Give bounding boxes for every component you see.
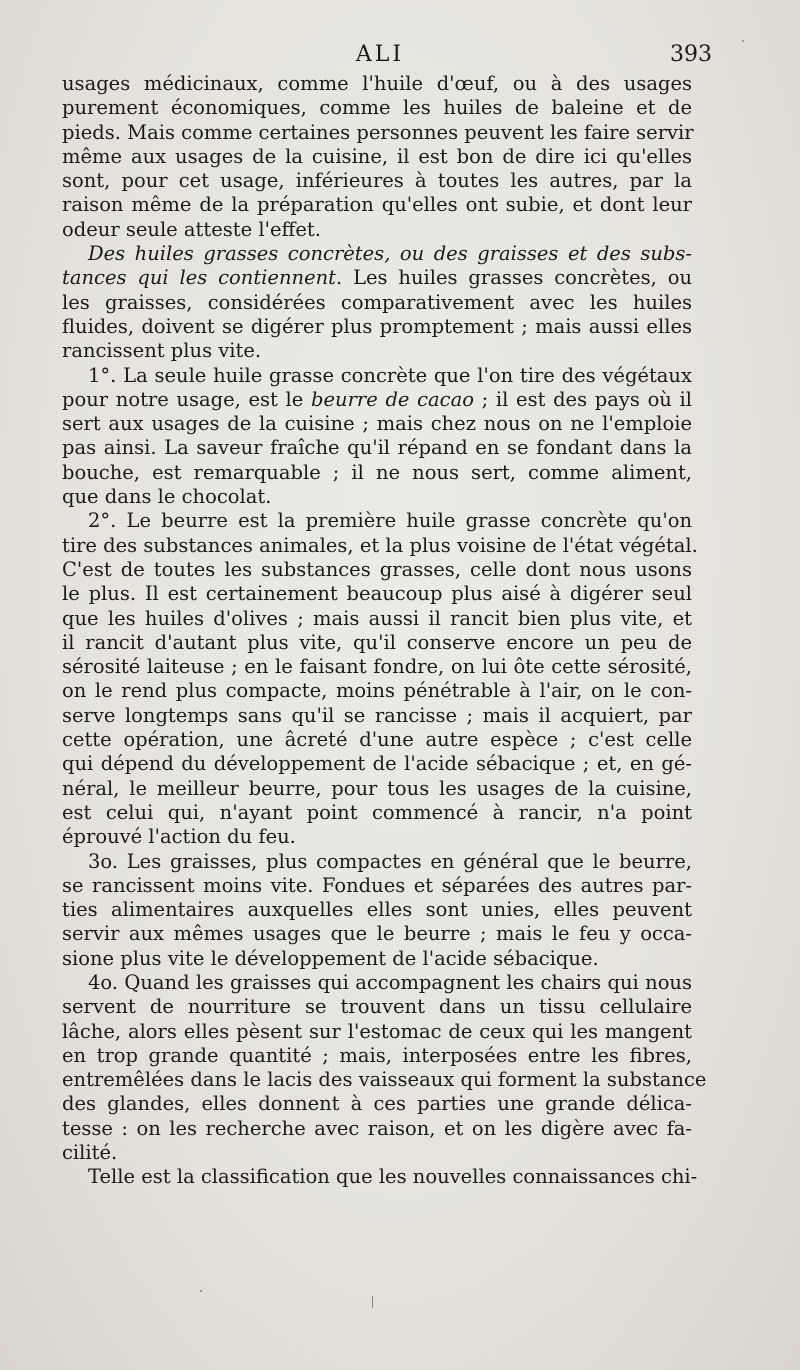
text-line: que les huiles d'olives ; mais aussi il rancit bien plus vite, et (62, 606, 692, 630)
text-line: tances qui les contiennent. Les huiles grasses concrètes, ou (62, 266, 692, 290)
paragraph (62, 242, 692, 363)
text-line: sert aux usages de la cuisine ; mais chez nous on ne l'emploie (62, 412, 692, 436)
text-line: le plus. Il est certainement beaucoup plus aisé à digérer seul (62, 582, 692, 606)
paper-speck (742, 40, 744, 42)
text-line: pieds. Mais comme certaines personnes peuvent les faire servir (62, 120, 694, 144)
text-line: pour notre usage, est le beurre de cacao ; il est des pays où il (62, 387, 693, 411)
text-line: servir aux mêmes usages que le beurre ; mais le feu y occa- (62, 922, 692, 946)
paper-speck (372, 1296, 373, 1308)
text-line: Des huiles grasses concrètes, ou des graisses et des subs- (88, 242, 692, 266)
text-line: 4o. Quand les graisses qui accompagnent les chairs qui nous (88, 970, 692, 994)
text-line: entremêlées dans le lacis des vaisseaux qui forment la substance (62, 1068, 707, 1092)
text-line: 3o. Les graisses, plus compactes en général que le beurre, (88, 849, 692, 873)
text-line: il rancit d'autant plus vite, qu'il conserve encore un peu de (62, 630, 692, 654)
paragraph (62, 364, 692, 510)
text-line: pas ainsi. La saveur fraîche qu'il répand en se fondant dans la (62, 436, 692, 460)
text-line: bouche, est remarquable ; il ne nous sert, comme aliment, (62, 460, 692, 484)
paragraph (62, 72, 692, 242)
text-line: Telle est la classification que les nouvelles connaissances chi- (88, 1165, 698, 1189)
text-line: cette opération, une âcreté d'une autre espèce ; c'est celle (62, 728, 692, 752)
text-line: servent de nourriture se trouvent dans un tissu cellulaire (62, 995, 692, 1019)
text-line: qui dépend du développement de l'acide sébacique ; et, en gé- (62, 752, 692, 776)
text-line: fluides, doivent se digérer plus promptement ; mais aussi elles (62, 314, 692, 338)
text-line: ties alimentaires auxquelles elles sont unies, elles peuvent (62, 898, 692, 922)
paragraph (62, 1165, 698, 1189)
text-line: sérosité laiteuse ; en le faisant fondre, on lui ôte cette sérosité, (62, 655, 692, 679)
text-line: même aux usages de la cuisine, il est bon de dire ici qu'elles (62, 144, 692, 168)
text-line: tesse : on les recherche avec raison, et on les digère avec fa- (62, 1116, 692, 1140)
paragraph (62, 509, 698, 849)
text-line: des glandes, elles donnent à ces parties une grande délica- (62, 1092, 692, 1116)
running-title: ALI (355, 42, 405, 67)
text-line: sione plus vite le développement de l'acide sébacique. (62, 946, 599, 970)
text-line: raison même de la préparation qu'elles ont subie, et dont leur (62, 193, 692, 217)
text-line: cilité. (62, 1141, 118, 1165)
paper-speck (200, 1290, 202, 1292)
paragraph (62, 850, 692, 971)
text-line: que dans le chocolat. (62, 485, 272, 509)
text-line: tire des substances animales, et la plus voisine de l'état végétal. (62, 533, 698, 557)
text-line: est celui qui, n'ayant point commencé à rancir, n'a point (62, 800, 692, 824)
text-line: les graisses, considérées comparativement avec les huiles (62, 290, 692, 314)
text-line: éprouvé l'action du feu. (62, 825, 296, 849)
text-line: 2°. Le beurre est la première huile grasse concrète qu'on (88, 509, 692, 533)
paragraph (62, 970, 707, 1165)
text-line: se rancissent moins vite. Fondues et séparées des autres par- (62, 873, 692, 897)
text-line: serve longtemps sans qu'il se rancisse ; mais il acquiert, par (62, 703, 692, 727)
text-line: sont, pour cet usage, inférieures à toutes les autres, par la (62, 169, 692, 193)
text-line: néral, le meilleur beurre, pour tous les usages de la cuisine, (62, 776, 692, 800)
running-head (60, 42, 712, 72)
text-line: rancissent plus vite. (62, 339, 262, 363)
page-number: 393 (670, 42, 712, 67)
text-line: C'est de toutes les substances grasses, celle dont nous usons (62, 557, 692, 581)
text-line: en trop grande quantité ; mais, interposées entre les fibres, (62, 1043, 692, 1067)
text-line: on le rend plus compacte, moins pénétrable à l'air, on le con- (62, 679, 692, 703)
text-line: purement économiques, comme les huiles de baleine et de (62, 96, 692, 120)
text-line: lâche, alors elles pèsent sur l'estomac de ceux qui les mangent (62, 1019, 692, 1043)
text-line: odeur seule atteste l'effet. (62, 217, 321, 241)
text-line: usages médicinaux, comme l'huile d'œuf, ou à des usages (62, 72, 692, 95)
body-text (62, 72, 707, 1190)
text-line: 1°. La seule huile grasse concrète que l'on tire des végétaux (88, 363, 692, 387)
